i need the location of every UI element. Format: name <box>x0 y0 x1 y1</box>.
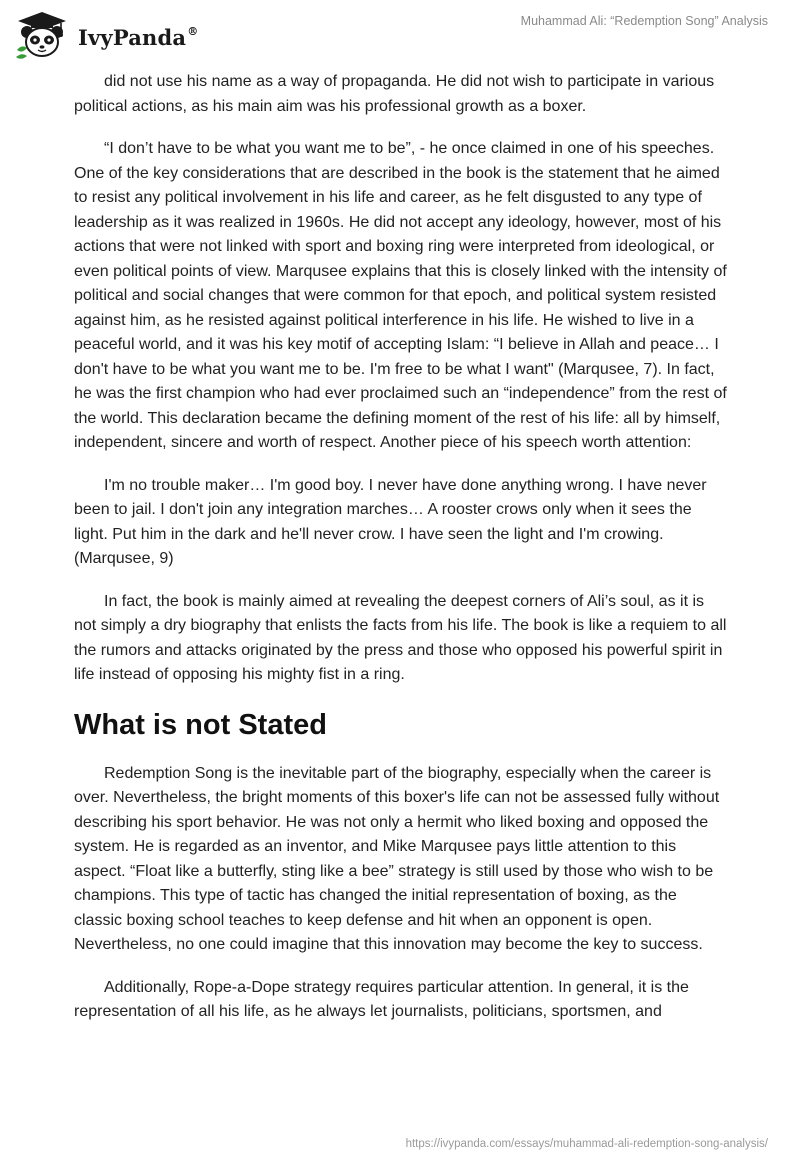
paragraph: did not use his name as a way of propaganda. He did not wish to participate in various political actions, as his main aim was his professional growth as a boxer. <box>74 73 715 115</box>
page-header <box>0 0 800 70</box>
paragraph: Redemption Song is the inevitable part of the biography, especially when the career is over. Nevertheless, the bright moments of this boxer's life can not be assessed fully without describing his sport behavior. He was not only a hermit who liked boxing and opposed the system. He is regarded as an inventor, and Mike Marqusee pays little attention to this aspect. “Float like a butterfly, sting like a bee” strategy is still used by those who wish to be champions. This type of tactic has changed the initial representation of boxing, as the classic boxing school teaches to keep defense and hit when an opponent is open. Nevertheless, no one could imagine that this innovation may become the key to success. <box>74 764 720 953</box>
ivypanda-logo[interactable] <box>14 8 198 62</box>
essay-content <box>74 70 728 1043</box>
paragraph: “I don’t have to be what you want me to be”, - he once claimed in one of his speeches. One of the key considerations that are described in the book is the statement that he aimed to resist any political involvement in his life and career, as he felt disgusted to any type of leadership as it was realized in 1960s. He did not accept any ideology, however, most of his actions that were not linked with sport and boxing ring were interpreted from ideological, or even political points of view. Marqusee explains that this is closely linked with the intensity of political and social changes that were common for that epoch, and political system resisted against him, as he resisted against political interference in his life. He wished to live in a peaceful world, and it was his key motif of accepting Islam: “I believe in Allah and peace… I don't have to be what you want me to be. I'm free to be what I want" (Marqusee, 7). In fact, he was the first champion who had ever proclaimed such an “independence” from the rest of the world. This declaration became the defining moment of the rest of his life: all by himself, independent, sincere and worth of respect. Another piece of his speech worth attention: <box>74 140 727 451</box>
section-heading: What is not Stated <box>74 708 327 741</box>
document-title: Muhammad Ali: “Redemption Song” Analysis <box>520 14 768 28</box>
brand-name <box>78 25 198 50</box>
source-url[interactable]: https://ivypanda.com/essays/muhammad-ali-redemption-song-analysis/ <box>405 1138 768 1150</box>
paragraph: Additionally, Rope-a-Dope strategy requires particular attention. In general, it is the representation of all his life, as he always let journalists, politicians, sportsmen, and <box>74 978 689 1020</box>
panda-graduate-icon <box>14 10 70 60</box>
brand-name-text: IvyPanda <box>78 24 187 50</box>
registered-mark: ® <box>187 24 199 38</box>
paragraph: In fact, the book is mainly aimed at revealing the deepest corners of Ali’s soul, as it is not simply a dry biography that enlists the facts from his life. The book is like a requiem to all the rumors and attacks originated by the press and those who opposed his powerful spirit in life instead of opposing his mighty fist in a ring. <box>74 592 727 683</box>
block-quote: I'm no trouble maker… I'm good boy. I never have done anything wrong. I have never been to jail. I don't join any integration marches… A rooster crows only when it sees the light. Put him in the dark and he'll never crow. I have seen the light and I'm crowing. (Marqusee, 9) <box>74 476 707 567</box>
